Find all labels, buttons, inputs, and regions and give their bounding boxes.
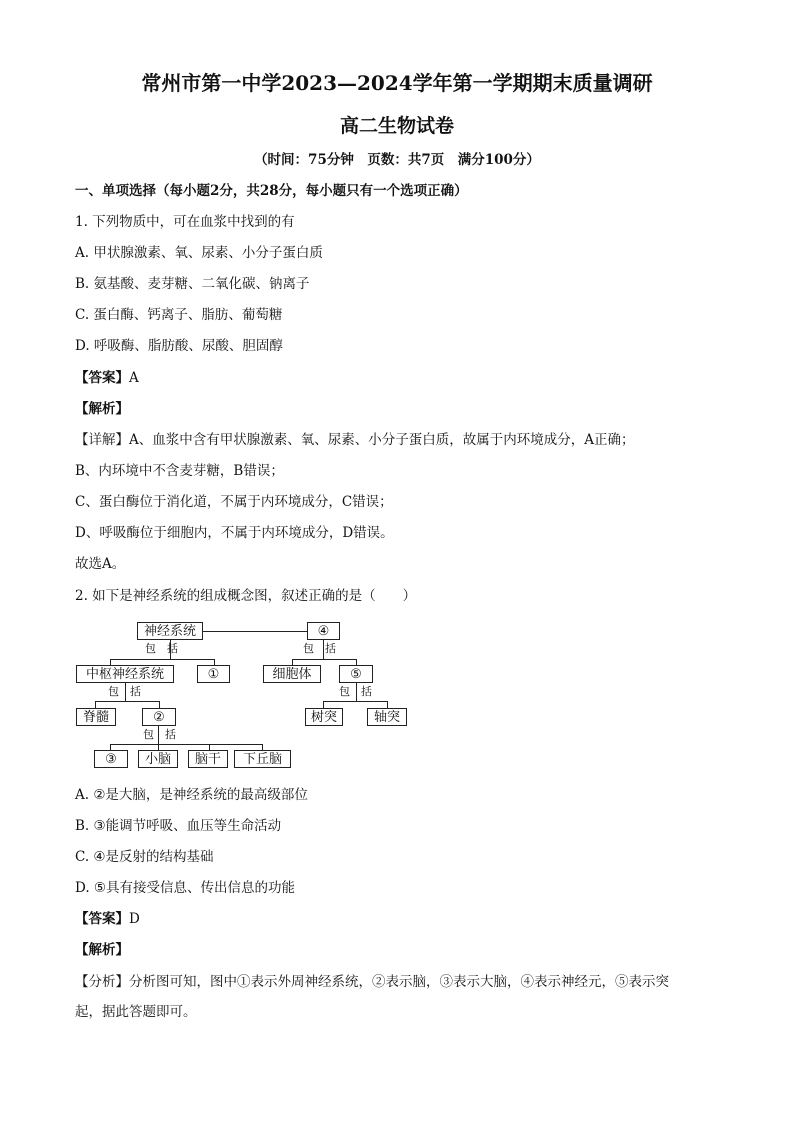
connector-line: [292, 659, 356, 660]
q1-detail-line: C、蛋白酶位于消化道，不属于内环境成分，C错误；: [75, 494, 393, 510]
connector-line: [323, 701, 387, 702]
node-5: ⑤: [339, 665, 373, 683]
node-cns: 中枢神经系统: [76, 665, 174, 683]
include-label: 包 括: [303, 642, 336, 655]
node-4: ④: [307, 622, 340, 640]
connector-line: [95, 701, 96, 708]
node-spinal-cord: 脊髓: [76, 708, 116, 726]
q1-option-c: C. 蛋白酶、钙离子、脂肪、葡萄糖: [75, 307, 283, 323]
q1-option-d: D. 呼吸酶、脂肪酸、尿酸、胆固醇: [75, 338, 283, 354]
connector-line: [110, 659, 214, 660]
q2-answer-tag: 【答案】: [75, 911, 129, 927]
node-hypothalamus: 下丘脑: [234, 750, 291, 768]
q1-answer-value: A: [129, 370, 139, 386]
q1-answer-tag: 【答案】: [75, 370, 129, 386]
q2-stem: 2. 如下是神经系统的组成概念图，叙述正确的是（ ）: [75, 588, 417, 604]
q2-analysis-line: 起，据此答题即可。: [75, 1004, 197, 1020]
node-brainstem: 脑干: [188, 750, 228, 768]
q2-answer: [75, 910, 140, 928]
q1-answer: [75, 369, 139, 387]
q1-detail-line: B、内环境中不含麦芽糖，B错误；: [75, 463, 284, 479]
exam-info: （时间：75分钟 页数：共7页 满分100分）: [254, 152, 540, 168]
q2-option-b: B. ③能调节呼吸、血压等生命活动: [75, 818, 282, 834]
q2-option-a: A. ②是大脑，是神经系统的最高级部位: [75, 787, 308, 803]
node-cerebellum: 小脑: [138, 750, 178, 768]
node-nervous-system: 神经系统: [137, 622, 203, 640]
q1-detail-line: 【详解】A、血浆中含有甲状腺激素、氧、尿素、小分子蛋白质，故属于内环境成分，A正确；: [75, 432, 635, 448]
q1-detail-line: D、呼吸酶位于细胞内，不属于内环境成分，D错误。: [75, 525, 394, 541]
include-label: 包 括: [143, 728, 176, 741]
connector-line: [95, 701, 159, 702]
connector-line: [203, 631, 307, 632]
include-label: 包 括: [339, 685, 372, 698]
q1-option-b: B. 氨基酸、麦芽糖、二氧化碳、钠离子: [75, 276, 310, 292]
q2-option-c: C. ④是反射的结构基础: [75, 849, 214, 865]
q2-analysis-line: 【分析】分析图可知，图中①表示外周神经系统，②表示脑，③表示大脑，④表示神经元，⑤表示突: [75, 974, 669, 990]
include-label: 包 括: [145, 642, 178, 655]
include-label: 包 括: [108, 685, 141, 698]
q2-answer-value: D: [129, 911, 140, 927]
node-2: ②: [142, 708, 176, 726]
connector-line: [323, 701, 324, 708]
node-3: ③: [94, 750, 128, 768]
q2-option-d: D. ⑤具有接受信息、传出信息的功能: [75, 880, 296, 896]
q1-stem: 1. 下列物质中，可在血浆中找到的有: [75, 214, 295, 230]
connector-line: [159, 701, 160, 708]
q1-option-a: A. 甲状腺激素、氧、尿素、小分子蛋白质: [75, 245, 323, 261]
page-title: 常州市第一中学2023—2024学年第一学期期末质量调研: [141, 71, 653, 95]
q1-detail-line: 故选A。: [75, 556, 126, 572]
section-heading: 一、单项选择（每小题2分，共28分，每小题只有一个选项正确）: [75, 183, 468, 199]
node-cell-body: 细胞体: [263, 665, 321, 683]
node-dendrite: 树突: [305, 708, 343, 726]
node-1: ①: [197, 665, 230, 683]
q1-analysis-tag: 【解析】: [75, 401, 129, 417]
q2-analysis-tag: 【解析】: [75, 942, 129, 958]
page-subtitle: 高二生物试卷: [339, 115, 454, 137]
connector-line: [110, 744, 262, 745]
connector-line: [387, 701, 388, 708]
node-axon: 轴突: [367, 708, 407, 726]
